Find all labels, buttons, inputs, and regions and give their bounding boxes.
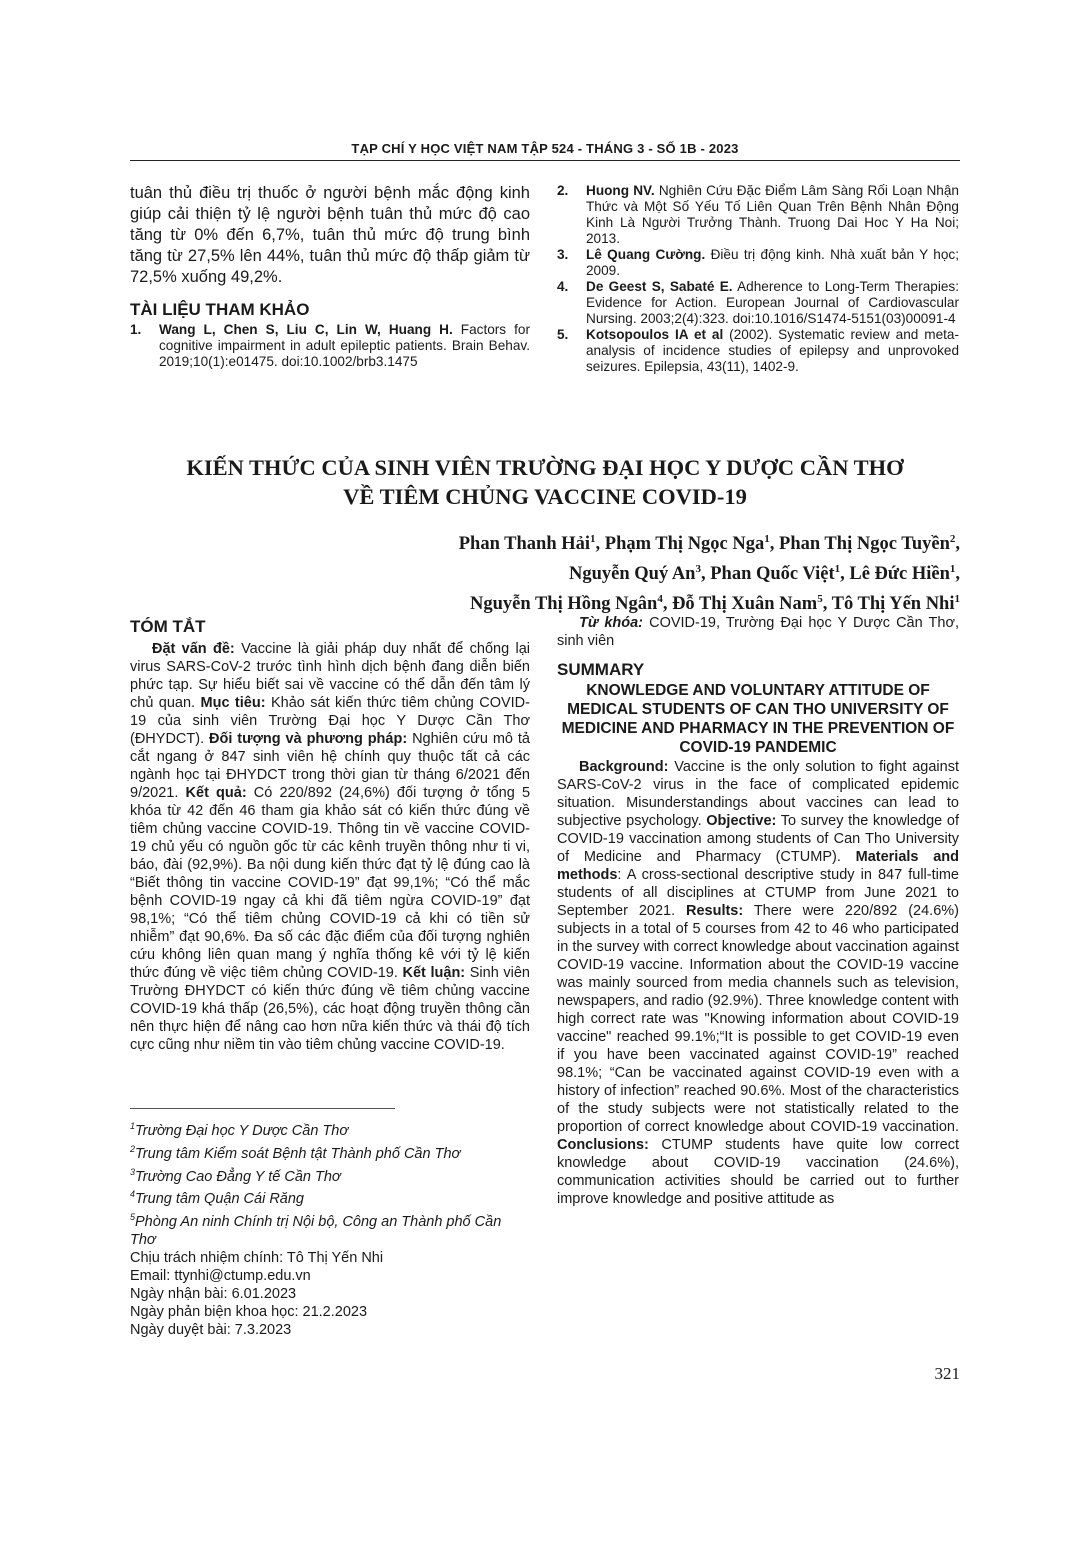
date-accepted: Ngày duyệt bài: 7.3.2023	[130, 1322, 292, 1339]
reference-number: 2.	[557, 183, 569, 198]
author: Đỗ Thị Xuân Nam$^5$	[672, 593, 823, 615]
keywords-text: COVID-19, Trường Đại học Y Dược Cần Thơ, sinh viên	[557, 615, 959, 649]
label-objective-en: Objective:	[706, 813, 777, 829]
page-number: 321	[934, 1364, 960, 1383]
reference-authors: Lê Quang Cường.	[586, 247, 706, 262]
reference-text: Adherence to Long-Term Therapies: Evidence for Action. European Journal of Cardiovascular Nursing. 2003;2(4):323. doi:10.1016/S1474-5151(03)00091-4	[586, 279, 960, 326]
reference-authors: Kotsopoulos IA et al	[586, 327, 724, 342]
summary-en-heading: SUMMARY	[557, 660, 645, 679]
summary-vi-heading: TÓM TẮT	[130, 617, 206, 636]
summary-en-body	[557, 758, 959, 1208]
reference-text: Điều trị động kinh. Nhà xuất bản Y học; 2009.	[586, 247, 959, 278]
reference-authors: Huong NV.	[586, 183, 655, 198]
running-header: TẠP CHÍ Y HỌC VIỆT NAM TẬP 524 - THÁNG 3 - SỐ 1B - 2023	[351, 141, 739, 156]
author: Phan Quốc Việt$^1$	[710, 563, 841, 585]
text-objective-en: To survey the knowledge of COVID-19 vaccination among students of Can Tho University of Medicine and Pharmacy (CTUMP).	[557, 813, 959, 865]
reference-item	[130, 322, 530, 370]
summary-en-title: KNOWLEDGE AND VOLUNTARY ATTITUDE OF MEDICAL STUDENTS OF CAN THO UNIVERSITY OF MEDICINE AND PHARMACY IN THE PREVENTION OF COVID-19 PANDEMIC	[561, 682, 955, 756]
author-list	[320, 527, 960, 617]
header-rule	[130, 160, 960, 161]
author: Tô Thị Yến Nhi$^1$	[831, 593, 960, 615]
summary-vi-body	[130, 640, 530, 1054]
prev-article-right-column	[557, 183, 959, 375]
reference-item	[557, 327, 959, 375]
references-heading: TÀI LIỆU THAM KHẢO	[130, 300, 310, 319]
text-results: Có 220/892 (24,6%) đối tượng ở tổng 5 khóa từ 42 đến 46 tham gia khảo sát có kiến thức đúng về tiêm chủng vaccine COVID-19. Thông tin về vaccine COVID-19 chủ yếu có nguồn gốc từ các kênh truyền thông như ti vi, báo, đài (92,9%). Ba nội dung kiến thức đạt tỷ lệ đúng cao là “Biết thông tin vaccine COVID-19” đạt 99,1%; “Có thể mắc bệnh COVID-19 ngay cả khi đã tiêm ngừa COVID-19” đạt 98,1%; “Có thể tiêm chủng COVID-19 cả khi có tiền sử nhiễm” đạt 90,6%. Đa số các đặc điểm của đối tượng nghiên cứu không liên quan mang ý nghĩa thống kê với tỷ lệ kiến thức đúng về việc tiêm chủng COVID-19.	[130, 785, 531, 981]
text-conclusion: Sinh viên Trường ĐHYDCT có kiến thức đúng về tiêm chủng vaccine COVID-19 khá thấp (26,5%), các hoạt động truyền thông cần nên thực hiện để nâng cao hơn nữa kiến thức và thái độ tích cực cũng như niềm tin vào tiêm chủng vaccine COVID-19.	[130, 965, 530, 1053]
affiliation-4: $^4$Trung tâm Quận Cái Răng	[130, 1189, 304, 1208]
reference-item	[557, 183, 959, 247]
affiliation-2: $^2$Trung tâm Kiểm soát Bệnh tật Thành phố Cần Thơ	[130, 1143, 461, 1162]
corresponding-author: Chịu trách nhiệm chính: Tô Thị Yến Nhi	[130, 1250, 384, 1267]
reference-list-right	[557, 183, 959, 375]
summary-vi	[130, 617, 530, 1054]
author-line: Nguyễn Quý An$^3$, Phan Quốc Việt$^1$, Lê Đức Hiền$^1$,	[569, 563, 960, 585]
date-reviewed: Ngày phản biện khoa học: 21.2.2023	[130, 1304, 368, 1321]
label-results: Kết quả:	[185, 785, 247, 801]
reference-number: 3.	[557, 247, 569, 262]
label-results-en: Results:	[685, 903, 744, 919]
author: Phan Thị Ngọc Tuyền$^2$	[779, 533, 956, 555]
reference-number: 5.	[557, 327, 569, 342]
author: Phạm Thị Ngọc Nga$^1$	[604, 533, 770, 555]
text-background-en: Vaccine is the only solution to fight against SARS-CoV-2 virus in the face of complicated epidemic situation. Misunderstandings about vaccines can lead to subjective psychology.	[557, 759, 959, 829]
label-background-en: Background:	[579, 759, 669, 775]
text-methods: Nghiên cứu mô tả cắt ngang ở 847 sinh viên hệ chính quy thuộc tất cả các ngành học tại ĐHYDCT trong thời gian từ tháng 6/2021 đến 9/2021.	[130, 731, 530, 801]
date-received: Ngày nhận bài: 6.01.2023	[130, 1286, 297, 1303]
reference-list-left	[130, 322, 530, 370]
text-methods-en: : A cross-sectional descriptive study in 847 full-time students of all disciplines at CTUMP from June 2021 to September 2021.	[557, 867, 959, 919]
affiliation-1: $^1$Trường Đại học Y Dược Cần Thơ	[130, 1121, 349, 1139]
corresponding-email: Email: ttynhi@ctump.edu.vn	[130, 1268, 311, 1285]
summary-right-column	[557, 614, 959, 1208]
reference-text: Factors for cognitive impairment in adult epileptic patients. Brain Behav. 2019;10(1):e01475. doi:10.1002/brb3.1475	[159, 322, 530, 369]
reference-text: Nghiên Cứu Đặc Điểm Lâm Sàng Rối Loạn Nhận Thức và Một Số Yếu Tố Liên Quan Trên Bệnh Nhân Động Kinh Là Người Trưởng Thành. Truong Dai Hoc Y Ha Noi; 2013.	[586, 183, 959, 246]
reference-number: 4.	[557, 279, 569, 294]
text-objective: Khảo sát kiến thức tiêm chủng COVID-19 của sinh viên Trường Đại học Y Dược Cần Thơ (ĐHYDCT).	[130, 695, 530, 747]
article-title-line1: KIẾN THỨC CỦA SINH VIÊN TRƯỜNG ĐẠI HỌC Y DƯỢC CẦN THƠ	[186, 455, 904, 480]
prev-article-conclusion: tuân thủ điều trị thuốc ở người bệnh mắc động kinh giúp cải thiện tỷ lệ người bệnh tuân thủ mức độ cao tăng từ 0% đến 6,7%, tuân thủ mức độ trung bình tăng từ 27,5% lên 44%, tuân thủ mức độ thấp giảm từ 72,5% xuống 49,2%.	[130, 184, 530, 286]
prev-article-left-column	[130, 183, 530, 370]
author: Lê Đức Hiền$^1$	[849, 563, 956, 585]
label-methods: Đối tượng và phương pháp:	[209, 731, 408, 747]
label-conclusion: Kết luận:	[402, 965, 466, 981]
reference-number: 1.	[130, 322, 142, 337]
text-background: Vaccine là giải pháp duy nhất để chống lại virus SARS-CoV-2 trước tình hình dịch bệnh đang diễn biến phức tạp. Sự hiểu biết sai về vaccine có thể dẫn đến tâm lý chủ quan.	[130, 641, 530, 711]
footnotes	[130, 1117, 530, 1339]
keywords-label: Từ khóa:	[579, 615, 643, 631]
affiliation-3: $^3$Trường Cao Đẳng Y tế Cần Thơ	[130, 1166, 341, 1185]
author: Nguyễn Thị Hồng Ngân$^4$	[470, 593, 663, 615]
text-results-en: There were 220/892 (24.6%) subjects in a total of 5 courses from 42 to 46 who participated in the survey with correct knowledge about vaccination against COVID-19 vaccine. Information about the COVID-19 vaccine was mainly sourced from media channels such as television, newspapers, and radio (92.9%). Three knowledge content with high correct rate was "Knowing information about COVID-19 vaccine" reached 99.1%;“It is possible to get COVID-19 even if you have been vaccinated against COVID-19” reached 98.1%; “Can be vaccinated against COVID-19 even with a history of infection” reached 90.6%. Most of the characteristics of the study subjects were not statistically related to the proportion of correct knowledge about COVID-19 vaccination.	[557, 903, 959, 1135]
label-conclusions-en: Conclusions:	[557, 1137, 649, 1153]
label-background: Đặt vấn đề:	[152, 641, 235, 657]
author-line: Phan Thanh Hải$^1$, Phạm Thị Ngọc Nga$^1$, Phan Thị Ngọc Tuyền$^2$,	[458, 533, 960, 555]
author: Nguyễn Quý An$^3$	[569, 563, 701, 585]
footnote-rule	[130, 1108, 395, 1109]
keywords	[557, 614, 959, 650]
article-title-line2: VỀ TIÊM CHỦNG VACCINE COVID-19	[343, 484, 747, 509]
affiliation-5: $^5$Phòng An ninh Chính trị Nội bộ, Công an Thành phố Cần Thơ	[130, 1212, 502, 1249]
text-conclusions-en: CTUMP students have quite low correct knowledge about COVID-19 vaccination (24.6%), communication activities should be carried out to further improve knowledge and positive attitude as	[557, 1137, 959, 1207]
label-objective: Mục tiêu:	[200, 695, 266, 711]
reference-authors: De Geest S, Sabaté E.	[586, 279, 733, 294]
label-methods-en: Materials and methods	[557, 849, 960, 883]
author: Phan Thanh Hải$^1$	[458, 533, 596, 555]
reference-item	[557, 279, 959, 327]
reference-text: (2002). Systematic review and meta-analysis of incidence studies of epilepsy and unprovoked seizures. Epilepsia, 43(11), 1402-9.	[586, 327, 960, 374]
article-title	[130, 453, 960, 511]
reference-authors: Wang L, Chen S, Liu C, Lin W, Huang H.	[159, 322, 453, 337]
reference-item	[557, 247, 959, 279]
author-line: Nguyễn Thị Hồng Ngân$^4$, Đỗ Thị Xuân Nam$^5$, Tô Thị Yến Nhi$^1$	[470, 593, 960, 615]
